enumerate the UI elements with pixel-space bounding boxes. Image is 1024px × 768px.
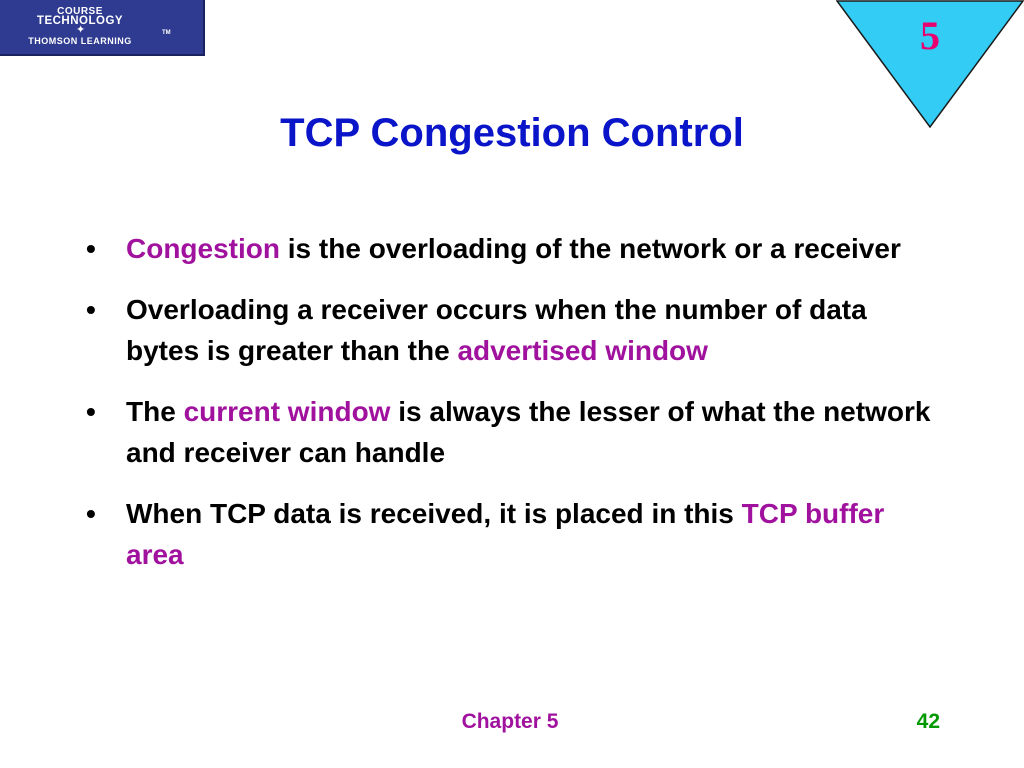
bullet-dot-icon: • xyxy=(86,294,96,325)
bullet-text: is the overloading of the network or a receiver xyxy=(280,233,901,264)
bullet-text: Overloading a receiver occurs when the number of data bytes is greater than the xyxy=(126,294,867,366)
logo-line-course: COURSE xyxy=(57,6,103,17)
logo-trademark: TM xyxy=(162,30,171,36)
bullet-text: When TCP data is received, it is placed in this xyxy=(126,498,742,529)
bullet-highlight-text: advertised window xyxy=(457,335,708,366)
slide-title: TCP Congestion Control xyxy=(280,111,744,155)
bullet-list xyxy=(86,228,946,595)
footer-page-number: 42 xyxy=(916,710,940,733)
bullet-dot-icon: • xyxy=(86,498,96,529)
bullet-highlight-text: current window xyxy=(183,396,391,427)
logo-line-technology: TECHNOLOGY xyxy=(36,15,124,27)
bullet-dot-icon: • xyxy=(86,233,96,264)
bullet-highlight-text: Congestion xyxy=(126,233,280,264)
bullet-item xyxy=(86,228,946,269)
bullet-item xyxy=(86,391,946,473)
footer-chapter-label: Chapter 5 xyxy=(461,710,559,733)
course-technology-logo xyxy=(0,0,205,56)
bullet-dot-icon: • xyxy=(86,396,96,427)
logo-line-thomson-learning: THOMSON LEARNING xyxy=(28,36,132,46)
bullet-highlight-text: TCP buffer area xyxy=(126,498,885,570)
bullet-item xyxy=(86,493,946,575)
chapter-number-badge: 5 xyxy=(920,13,940,58)
logo-star-icon: ✦ xyxy=(76,24,86,36)
bullet-item xyxy=(86,289,946,371)
bullet-text: is always the lesser of what the network and receiver can handle xyxy=(126,396,931,468)
bullet-text: The xyxy=(126,396,184,427)
